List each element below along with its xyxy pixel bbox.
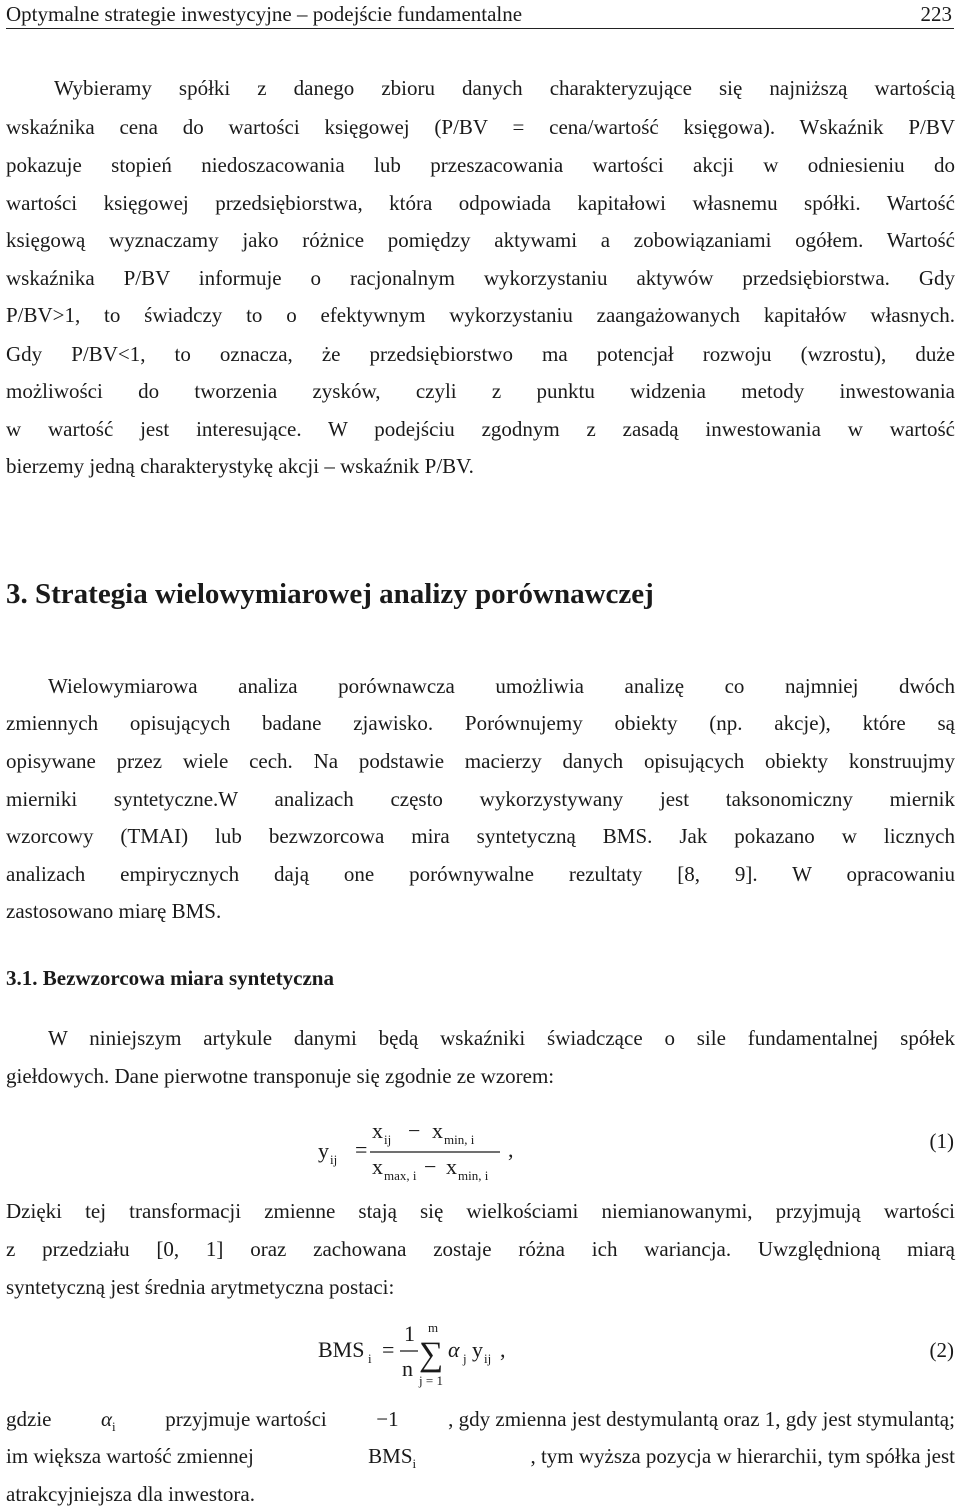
text-line: księgową wyznaczamy jako różnice pomiędzy aktywami a zobowiązaniami ogółem. Wartość [6,228,955,252]
eq1-lhs: y [318,1138,329,1163]
text-line: giełdowych. Dane pierwotne transponuje się zgodnie ze wzorem: [6,1064,555,1088]
alpha-glyph: α [101,1407,113,1431]
text-line: mierniki syntetyczne.W analizach często wykorzystywany jest taksonomiczny miernik [6,787,955,811]
eq1-comma: , [508,1137,514,1162]
text-line: z przedziału [0, 1] oraz zachowana zostaje różna ich wariancja. Uwzględnioną miarą [6,1237,955,1261]
eq2-sum-sign: ∑ [419,1336,444,1373]
equation-1 [300,1108,560,1184]
eq2-frac-num: 1 [404,1321,415,1346]
section-heading-3-1: 3.1. Bezwzorcowa miara syntetyczna [6,966,334,990]
text-line [6,1406,955,1435]
equation-1-number: (1) [929,1129,954,1153]
text-line [6,1443,955,1472]
eq2-sum-bottom: j = 1 [419,1373,443,1388]
running-title: Optymalne strategie inwestycyjne – podejście fundamentalne [6,2,523,26]
eq2-y-sub: ij [484,1351,492,1366]
page-number: 223 [920,2,952,26]
equation-2 [300,1315,560,1393]
bms-subscript: i [412,1456,417,1472]
text-fragment: przyjmuje wartości [165,1407,327,1431]
text-fragment: , gdy zmienna jest destymulantą oraz 1, gdy jest stymulantą; [448,1407,955,1431]
eq2-equals: = [382,1337,395,1362]
text-line: wskaźnika cena do wartości księgowej (P/BV = cena/wartość księgowa). Wskaźnik P/BV [6,115,955,139]
text-line: możliwości do tworzenia zysków, czyli z punktu widzenia metody inwestowania [6,379,955,403]
eq2-alpha-sub: j [463,1351,467,1366]
text-line: zastosowano miarę BMS. [6,899,222,923]
text-fragment: , tym wyższa pozycja w hierarchii, tym spółka jest [530,1444,955,1468]
eq2-alpha: α [448,1337,460,1362]
text-line: P/BV>1, to świadczy to o efektywnym wykorzystaniu zaangażowanych kapitałów własnych. [6,303,955,327]
text-line: Gdy P/BV<1, to oznacza, że przedsiębiorstwo ma potencjał rozwoju (wzrostu), duże [6,342,955,366]
text-line: wskaźnika P/BV informuje o racjonalnym wykorzystaniu aktywów przedsiębiorstwa. Gdy [6,266,955,290]
eq2-comma: , [500,1337,506,1362]
section-heading-3: 3. Strategia wielowymiarowej analizy porównawczej [6,578,654,610]
equation-2-number: (2) [929,1338,954,1362]
text-line: pokazuje stopień niedoszacowania lub przeszacowania wartości akcji w odniesieniu do [6,153,955,177]
text-line: opisywane przez wiele cech. Na podstawie macierzy danych opisujących obiekty konstruujmy [6,749,955,773]
text-line: bierzemy jedną charakterystykę akcji – wskaźnik P/BV. [6,454,474,478]
text-line: Dzięki tej transformacji zmienne stają się wielkościami niemianowanymi, przyjmują wartości [6,1199,955,1223]
eq1-num-b-sub: min, i [444,1132,475,1147]
bms-symbol [368,1443,416,1477]
text-line: analizach empirycznych dają one porównywalne rezultaty [8, 9]. W opracowaniu [6,862,955,886]
text-line: Wielowymiarowa analiza porównawcza umożliwia analizę co najmniej dwóch [48,674,955,698]
eq1-equals: = [355,1137,368,1162]
text-line: Wybieramy spółki z danego zbioru danych charakteryzujące się najniższą wartością [54,76,955,100]
eq1-num-minus: − [408,1118,421,1143]
eq1-num-a: x [372,1118,383,1143]
text-fragment: gdzie [6,1407,52,1431]
eq1-num-a-sub: ij [384,1132,392,1147]
text-line: zmiennych opisujących badane zjawisko. Porównujemy obiekty (np. akcje), które są [6,711,955,735]
eq2-lhs-sub: i [368,1351,372,1366]
eq2-y: y [472,1337,483,1362]
alpha-symbol [101,1406,116,1440]
text-line: wzorcowy (TMAI) lub bezwzorcowa mira syntetyczną BMS. Jak pokazano w licznych [6,824,955,848]
running-header [6,0,954,29]
text-line: w wartość jest interesujące. W podejściu zgodnym z zasadą inwestowania w wartość [6,417,955,441]
eq2-lhs: BMS [318,1337,365,1362]
alpha-subscript: i [112,1419,116,1435]
eq1-den-b-sub: min, i [458,1168,489,1183]
eq1-den-a-sub: max, i [384,1168,417,1183]
text-line: wartości księgowej przedsiębiorstwa, która odpowiada kapitałowi własnemu spółki. Wartość [6,191,955,215]
text-line: W niniejszym artykule danymi będą wskaźniki świadczące o sile fundamentalnej spółek [48,1026,955,1050]
text-line: syntetyczną jest średnia arytmetyczna postaci: [6,1275,395,1299]
minus-one: −1 [376,1407,399,1431]
text-line: atrakcyjniejsza dla inwestora. [6,1482,255,1506]
bms-glyph: BMS [368,1444,413,1468]
eq1-num-b: x [432,1118,443,1143]
eq1-lhs-sub: ij [330,1152,338,1167]
eq2-sum-top: m [428,1320,439,1335]
eq2-frac-den: n [402,1356,413,1381]
eq1-den-b: x [446,1154,457,1179]
eq1-den-a: x [372,1154,383,1179]
text-fragment: im większa wartość zmiennej [6,1444,254,1468]
eq1-den-minus: − [424,1154,437,1179]
